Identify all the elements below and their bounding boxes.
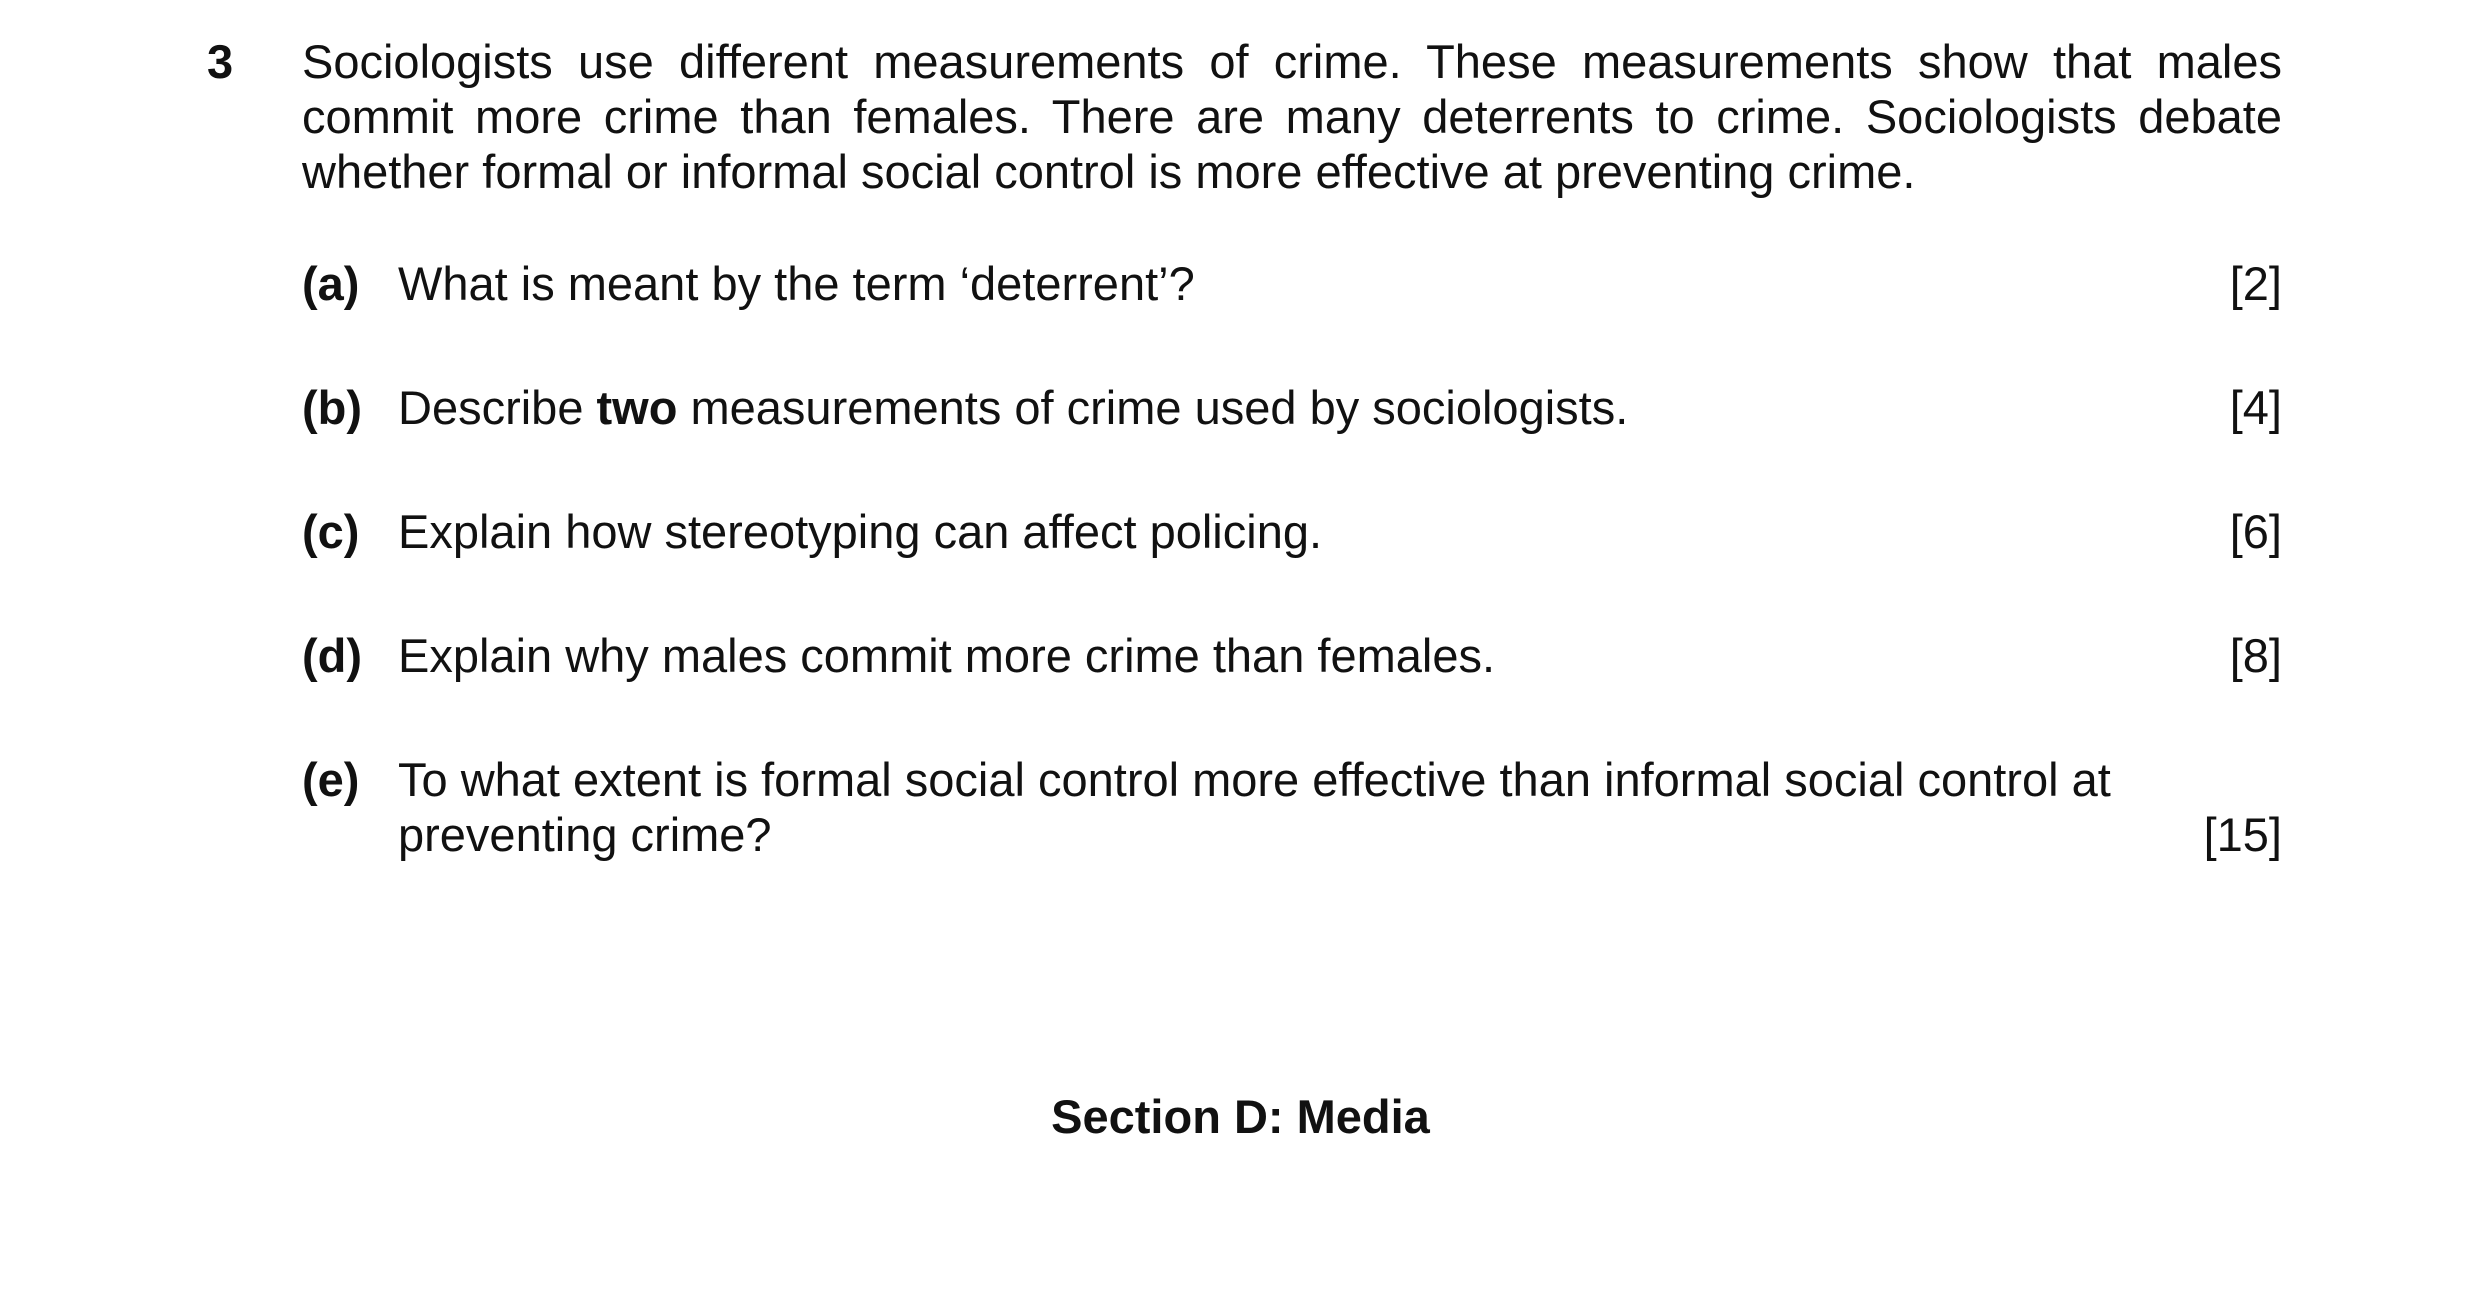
part-text: What is meant by the term ‘deterrent’? [398,257,1195,310]
part-marks: [2] [2229,257,2282,310]
emphasis-word: two [596,381,678,434]
part-marks: [15] [2203,808,2282,861]
section-heading: Section D: Media [1051,1090,1430,1143]
question-number: 3 [207,35,234,88]
part-text: To what extent is formal social control more effective than informal social control at preventing crime? [398,753,2111,861]
part-letter: (b) [302,381,363,434]
part-letter: (c) [302,505,360,558]
part-marks: [4] [2229,381,2282,434]
part-text-start: Describe [398,381,597,434]
part-letter: (a) [302,257,360,310]
part-letter: (d) [302,629,363,682]
part-text [398,380,2282,435]
part-text-end: measurements of crime used by sociologists. [677,381,1629,434]
part-letter: (e) [302,753,360,806]
part-text: Explain how stereotyping can affect policing. [398,505,1323,558]
part-marks: [6] [2229,505,2282,558]
question-stem: Sociologists use different measurements of crime. These measurements show that males commit more crime than females. There are many deterrents to crime. Sociologists debate whether formal or informal social control is more effective at preventing crime. [302,35,2282,198]
part-text: Explain why males commit more crime than females. [398,629,1496,682]
part-marks: [8] [2229,629,2282,682]
